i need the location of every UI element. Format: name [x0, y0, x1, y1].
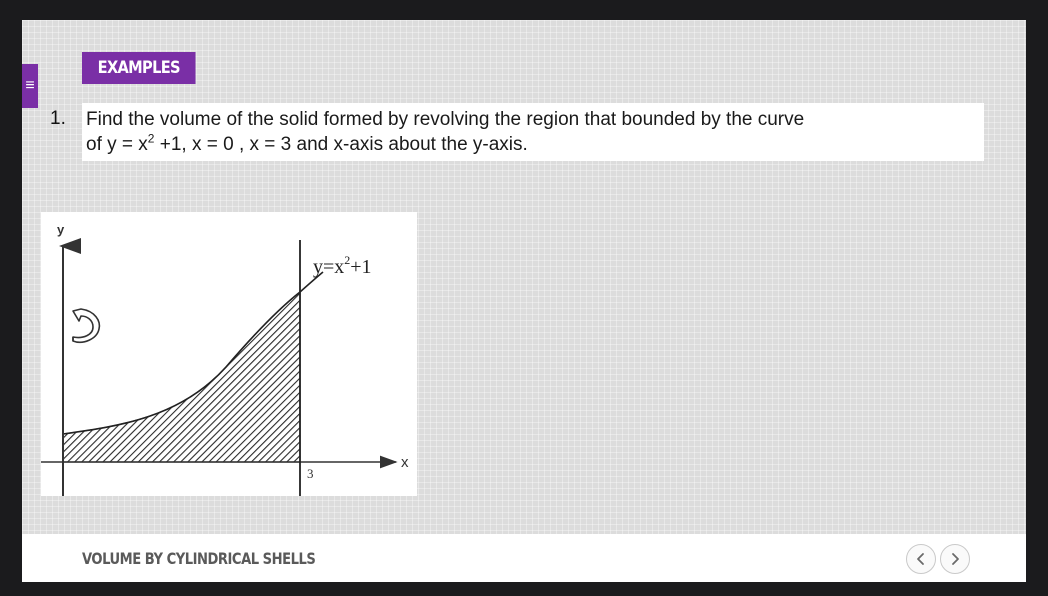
curve-label-base: y=x [313, 256, 345, 278]
question-line-2 [86, 132, 978, 157]
x-tick-label: 3 [307, 466, 314, 481]
question-text [82, 103, 984, 161]
footer-title: VOLUME BY CYLINDRICAL SHELLS [82, 549, 316, 568]
chevron-left-icon [914, 552, 928, 566]
chevron-right-icon [948, 552, 962, 566]
graph-figure [41, 212, 417, 496]
question-exponent: 2 [147, 131, 155, 146]
curve-label-tail: +1 [350, 256, 372, 278]
next-slide-button[interactable] [940, 544, 970, 574]
menu-icon: ≡ [25, 77, 35, 94]
rotation-arrow-icon [73, 309, 99, 342]
curve-label [313, 253, 372, 278]
question-line-1: Find the volume of the solid formed by revolving the region that bounded by the curve [86, 109, 805, 130]
curve-label-exp: 2 [344, 253, 351, 267]
badge-label: EXAMPLES [97, 58, 180, 78]
shaded-region [63, 292, 300, 462]
prev-slide-button[interactable] [906, 544, 936, 574]
examples-badge [82, 52, 196, 84]
menu-tab[interactable] [22, 64, 38, 108]
graph-svg [41, 212, 417, 496]
question-line-2-suffix: +1, x = 0 , x = 3 and x-axis about the y-axis. [154, 134, 528, 155]
y-axis-label: y [57, 222, 65, 237]
question-line-2-prefix: of y = x [86, 134, 148, 155]
question-number: 1. [50, 108, 66, 129]
x-axis-label: x [401, 454, 409, 471]
